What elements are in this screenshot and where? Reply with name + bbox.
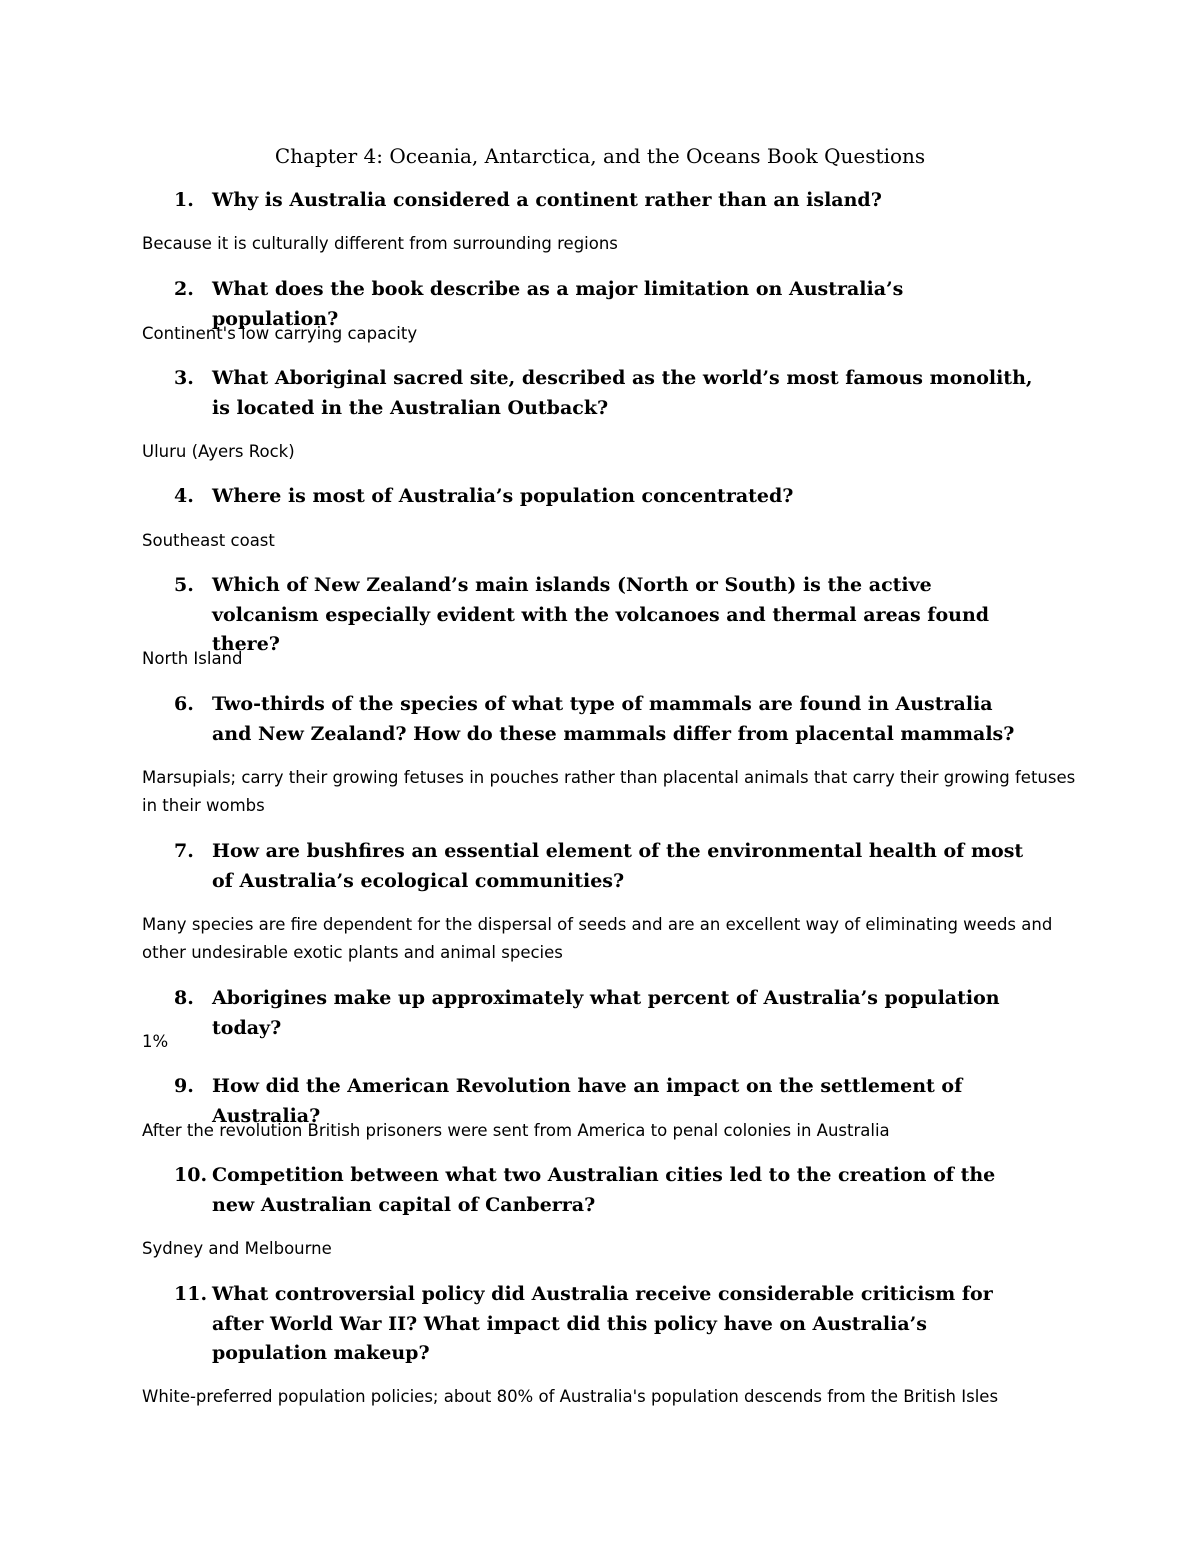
question-text: Why is Australia considered a continent rather than an island? [212, 189, 882, 211]
question-number: 8. [174, 987, 194, 1009]
answer-10: Sydney and Melbourne [142, 1239, 332, 1258]
question-4 [174, 482, 1034, 512]
question-6 [174, 690, 1034, 749]
question-text: Competition between what two Australian cities led to the creation of the new Australian capital of Canberra? [212, 1164, 996, 1216]
question-number: 4. [174, 485, 194, 507]
answer-11: White-preferred population policies; about 80% of Australia's population descends from the British Isles [142, 1387, 999, 1406]
question-text: How did the American Revolution have an impact on the settlement of Australia? [212, 1075, 963, 1127]
question-number: 1. [174, 189, 194, 211]
question-text: Where is most of Australia’s population concentrated? [212, 485, 794, 507]
question-number: 6. [174, 693, 194, 715]
question-number: 3. [174, 367, 194, 389]
document-title: Chapter 4: Oceania, Antarctica, and the Oceans Book Questions [274, 144, 926, 168]
question-text: Aborigines make up approximately what percent of Australia’s population today? [212, 987, 1000, 1039]
question-number: 2. [174, 278, 194, 300]
question-7 [174, 837, 1034, 896]
answer-7: Many species are fire dependent for the dispersal of seeds and are an excellent way of eliminating weeds and other undesirable exotic plants and animal species [142, 915, 1053, 962]
question-text: How are bushfires an essential element of the environmental health of most of Australia’s ecological communities? [212, 840, 1024, 892]
question-text: What does the book describe as a major limitation on Australia’s population? [212, 278, 904, 330]
answer-9: After the revolution British prisoners were sent from America to penal colonies in Australia [142, 1121, 890, 1140]
question-number: 10. [174, 1164, 208, 1186]
question-1 [174, 186, 1034, 216]
question-11 [174, 1280, 1034, 1369]
question-3 [174, 364, 1034, 423]
question-number: 5. [174, 574, 194, 596]
question-number: 7. [174, 840, 194, 862]
answer-2: Continent's low carrying capacity [142, 324, 418, 343]
question-10 [174, 1161, 1034, 1220]
question-number: 11. [174, 1283, 208, 1305]
question-text: What controversial policy did Australia receive considerable criticism for after World War II? What impact did this policy have on Australia’s population makeup? [212, 1283, 993, 1364]
question-number: 9. [174, 1075, 194, 1097]
answer-5: North Island [142, 649, 243, 668]
question-text: Which of New Zealand’s main islands (North or South) is the active volcanism especially evident with the volcanoes and thermal areas found there? [212, 574, 990, 655]
answer-8: 1% [142, 1032, 169, 1051]
question-text: What Aboriginal sacred site, described as the world’s most famous monolith, is located in the Australian Outback? [212, 367, 1033, 419]
answer-1: Because it is culturally different from surrounding regions [142, 234, 618, 253]
answer-6: Marsupials; carry their growing fetuses in pouches rather than placental animals that carry their growing fetuses in their wombs [142, 768, 1076, 815]
question-text: Two-thirds of the species of what type of mammals are found in Australia and New Zealand? How do these mammals differ from placental mammals? [212, 693, 1015, 745]
answer-3: Uluru (Ayers Rock) [142, 442, 295, 461]
answer-4: Southeast coast [142, 531, 275, 550]
